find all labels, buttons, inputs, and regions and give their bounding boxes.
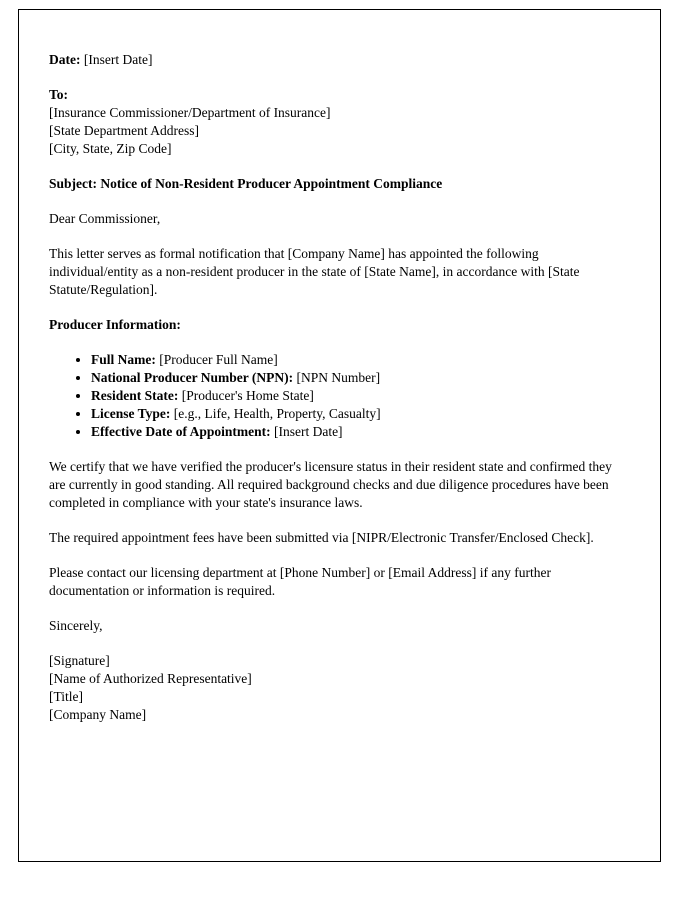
producer-info-list [49, 351, 630, 441]
recipient-line: [Insurance Commissioner/Department of Insurance] [49, 105, 331, 120]
item-value: [NPN Number] [293, 370, 381, 385]
date-line [49, 51, 630, 69]
date-label: Date: [49, 52, 81, 67]
item-value: [Producer's Home State] [178, 388, 314, 403]
list-item [91, 405, 630, 423]
item-value: [Producer Full Name] [155, 352, 278, 367]
signature-line: [Company Name] [49, 707, 147, 722]
item-label: Effective Date of Appointment: [91, 424, 271, 439]
subject-line: Subject: Notice of Non-Resident Producer Appointment Compliance [49, 176, 443, 191]
item-value: [Insert Date] [270, 424, 343, 439]
item-value: [e.g., Life, Health, Property, Casualty] [170, 406, 381, 421]
item-label: Resident State: [91, 388, 179, 403]
recipient-block [49, 86, 630, 158]
signature-line: [Title] [49, 689, 84, 704]
signature-line: [Signature] [49, 653, 110, 668]
signature-line: [Name of Authorized Representative] [49, 671, 252, 686]
certification-paragraph: We certify that we have verified the producer's licensure status in their resident state and confirmed they are currently in good standing. All required background checks and due diligence procedures have been completed in compliance with your state's insurance laws. [49, 459, 612, 510]
item-label: Full Name: [91, 352, 156, 367]
producer-info-heading: Producer Information: [49, 317, 181, 332]
closing-line: Sincerely, [49, 618, 103, 633]
intro-paragraph: This letter serves as formal notification that [Company Name] has appointed the following individual/entity as a non-resident producer in the state of [State Name], in accordance with [State Statute/Regulation]. [49, 246, 580, 297]
recipient-line: [City, State, Zip Code] [49, 141, 172, 156]
recipient-line: [State Department Address] [49, 123, 199, 138]
date-value: [Insert Date] [80, 52, 153, 67]
list-item [91, 351, 630, 369]
item-label: National Producer Number (NPN): [91, 370, 294, 385]
to-label: To: [49, 87, 69, 102]
fees-paragraph: The required appointment fees have been submitted via [NIPR/Electronic Transfer/Enclosed Check]. [49, 530, 594, 545]
signature-block [49, 652, 630, 724]
list-item [91, 369, 630, 387]
list-item [91, 387, 630, 405]
letter-sheet [18, 9, 661, 862]
list-item [91, 423, 630, 441]
salutation: Dear Commissioner, [49, 211, 161, 226]
contact-paragraph: Please contact our licensing department at [Phone Number] or [Email Address] if any further documentation or information is required. [49, 565, 551, 598]
item-label: License Type: [91, 406, 171, 421]
